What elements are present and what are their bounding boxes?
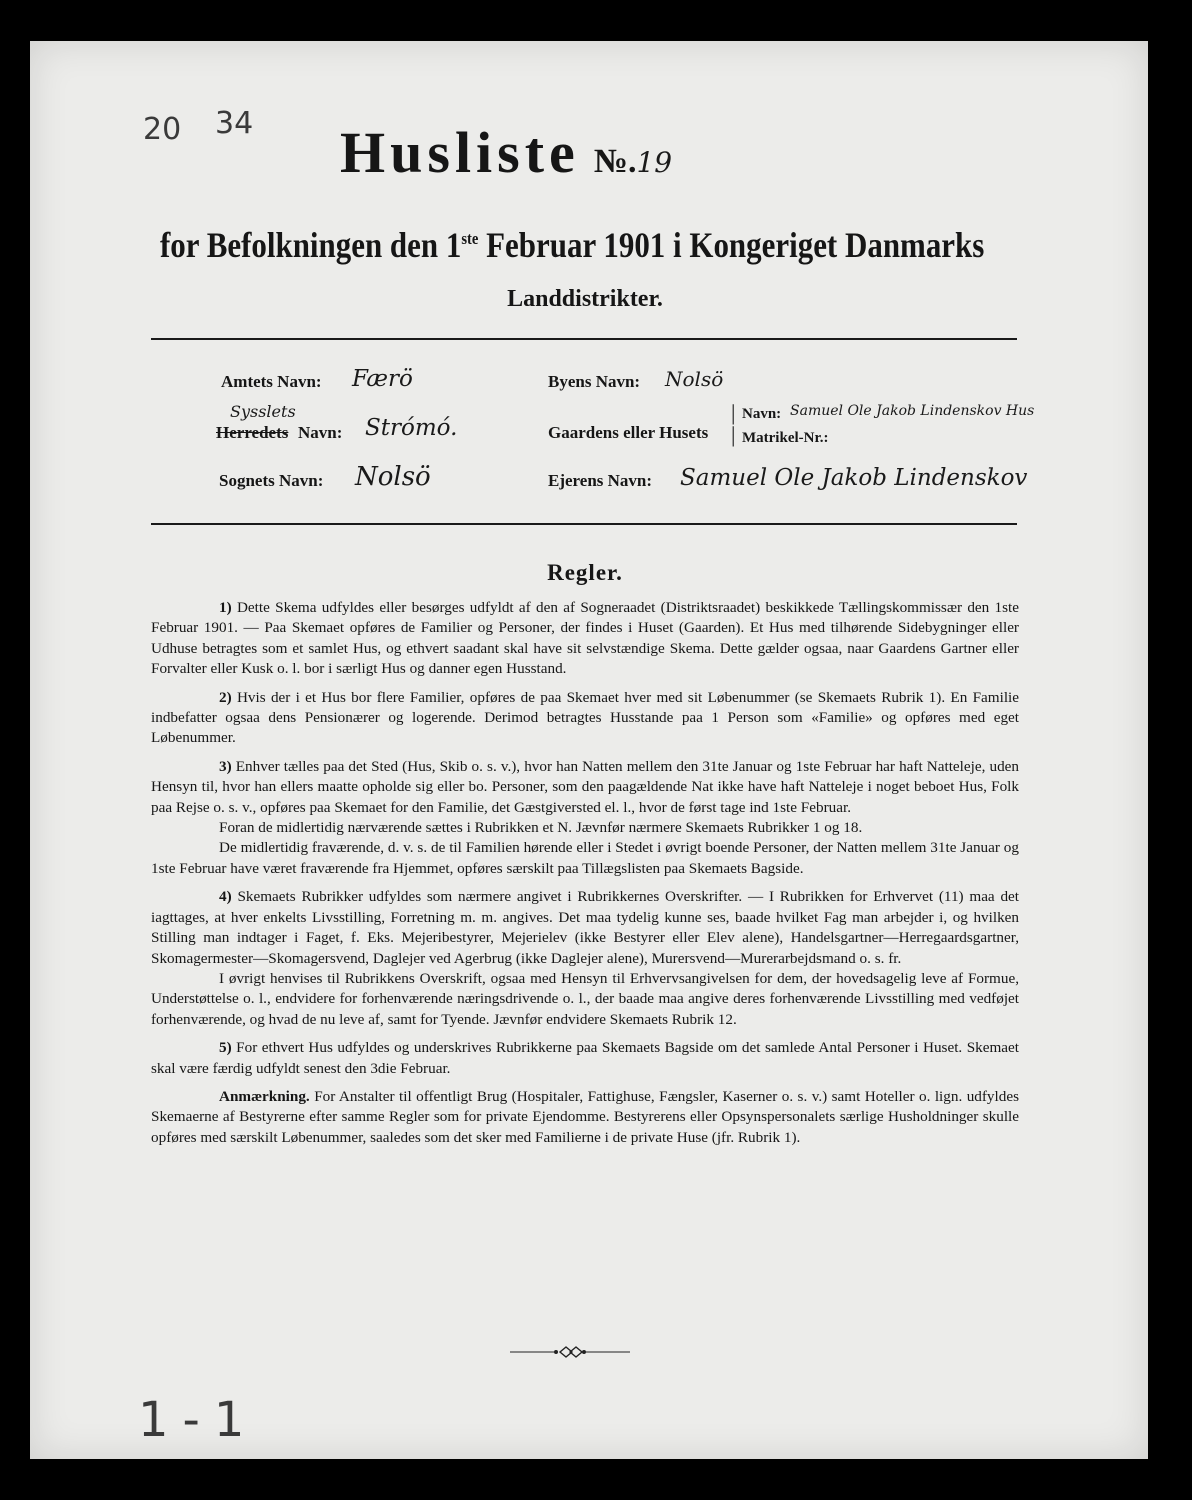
number-prefix: №. [593,143,637,180]
herred-label: Herredets [216,423,289,442]
list-number: 19 [636,146,673,179]
pencil-number-left: 20 [143,112,182,147]
rule-5: 5) For ethvert Hus udfyldes og underskrives Rubrikkerne paa Skemaets Bagside om det samlede Antal Personer i Huset. Skemaet skal være færdig udfyldt senest den 3die Februar. [151,1039,1019,1077]
rule-3c: De midlertidig fraværende, d. v. s. de til Familien hørende eller i Stedet i øvrigt boende Personer, der Natten mellem 31te Januar og 1ste Februar have været fraværende fra Hjemmet, opføres særskilt paa Tillægslisten paa Skemaets Bagside. [151,839,1019,877]
ejer-value: Samuel Ole Jakob Lindenskov [680,465,1028,491]
rule-4b: I øvrigt henvises til Rubrikkens Overskrift, ogsaa med Hensyn til Erhvervsangivelsen for dem, der hovedsagelig leve af Formue, Understøttelse o. l., endvidere for forhenværende næringsdrivende o. l., der baade maa angive deres forhenværende Livsstilling med vedføjet forhenværende, og hvad de nu leve af, samt for Tyende. Jævnfør endvidere Skemaets Rubrik 12. [151,969,1019,1028]
gaard-navn-label: Navn: [742,406,782,422]
ornament-divider [510,1345,630,1357]
rule-3: 3) Enhver tælles paa det Sted (Hus, Skib o. s. v.), hvor han Natten mellem den 31te Januar og 1ste Februar har haft Natteleje, uden Hensyn til, hvor han ellers maatte opholde sig eller bo. Personer, som den paagældende Nat ikke have haft Natteleje i noget beboet Hus, Folk paa Rejse o. s. v., opføres paa Skemaet for den Familie, det Gæstgiversted el. l., hvor de først tage ind 1ste Februar. [151,757,1020,816]
pencil-bottom-mark: 1-1 [138,1392,259,1448]
rule-2: 2) Hvis der i et Hus bor flere Familier, opføres de paa Skemaet hver med sit Løbenummer (se Skemaets Rubrik 1). En Familie indbefatter ogsaa dens Pensionærer og logerende. Derimod betragtes Husstande paa 1 Person som «Familie» og opføres med eget Løbenummer. [151,688,1019,747]
rule-4: 4) Skemaets Rubrikker udfyldes som nærmere angivet i Rubrikkernes Overskrifter. — I Rubrikken for Erhvervet (11) maa det iagttages, at hver enkelts Livsstilling, Forretning m. m. angives. Det maa tydelig kunne ses, baade hvilket Fag man arbejder i, og hvilken Stilling man indtager i Faget, f. Eks. Mejeribestyrer, Mejerielev (ikke Bestyrer eller Elev alene), Handelsgartner—Herregaardsgartner, Skomagermester—Skomagersvend, Daglejer ved Agerbrug (ikke Daglejer alene), Murersvend—Murerarbejdsmand o. s. fr. [151,888,1020,967]
annotation-note: Anmærkning. For Anstalter til offentligt Brug (Hospitaler, Fattighuse, Fængsler, Kaserner o. s. v.) samt Hoteller o. lign. udfyldes Skemaerne af Bestyrerne efter samme Regler som for private Ejendomme. Bestyrerens eller Opsynspersonalets særlige Husholdninger skulle opføres med særskilt Løbenummer, saaledes som det sker med Familierne i de private Huse (jfr. Rubrik 1). [151,1087,1019,1146]
form-subtitle: for Befolkningen den 1ste Februar 1901 i Kongeriget Danmarks [160,225,985,265]
rules-body [151,598,1019,1156]
district-label: Landdistrikter. [507,286,663,312]
amt-value: Færö [352,366,413,392]
herred-value: Strómó. [365,415,458,441]
sogn-label: Sognets Navn: [219,471,324,490]
pencil-number-right: 34 [215,106,254,141]
form-title [340,118,672,198]
top-divider [151,338,1017,340]
amt-label: Amtets Navn: [221,372,322,391]
syssel-handwritten: Sysslets [230,402,296,421]
gaard-label: Gaardens eller Husets [548,423,709,442]
by-value: Nolsö [665,367,724,391]
matrikel-label: Matrikel-Nr.: [742,430,829,446]
herred-suffix: Navn: [298,423,343,442]
rule-3b: Foran de midlertidig nærværende sættes i Rubrikken et N. Jævnfør nærmere Skemaets Rubrikker 1 og 18. [219,819,863,837]
by-label: Byens Navn: [548,372,641,391]
gaard-navn-value: Samuel Ole Jakob Lindenskov Hus [790,403,1035,419]
title-text: Husliste [340,120,580,185]
sogn-value: Nolsö [355,462,431,492]
rule-1: 1) Dette Skema udfyldes eller besørges udfyldt af den af Sogneraadet (Distriktsraadet) beskikkede Tællingskommissær den 1ste Februar 1901. — Paa Skemaet opføres de Familier og Personer, der findes i Huset (Gaarden). Et Hus med tilhørende Sidebygninger eller Udhuse betragtes som et samlet Hus, og ethvert saadant skal have sit selvstændige Skema. Dette gælder ogsaa, naar Gaardens Gartner eller Forvalter eller Kusk o. l. bor i særligt Hus og danner egen Husstand. [151,599,1019,678]
gaard-brace: | | [731,400,736,447]
bottom-divider [151,523,1017,525]
ejer-label: Ejerens Navn: [548,471,653,490]
rules-heading: Regler. [547,560,623,585]
